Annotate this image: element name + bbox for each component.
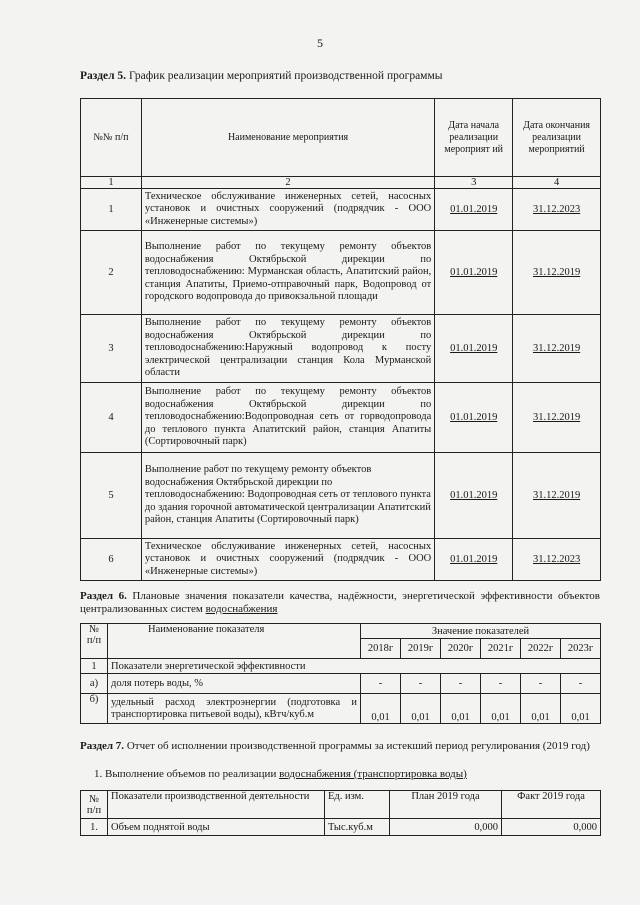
header-start: Дата начала реализации мероприят ий (435, 99, 513, 177)
table-row (81, 539, 601, 581)
group-num: 1 (81, 659, 108, 674)
section6-title (80, 590, 600, 616)
group-name: Показатели энергетической эффективности (108, 659, 601, 674)
row-value: - (361, 674, 401, 694)
table-row (81, 231, 601, 315)
row-value: - (521, 674, 561, 694)
row-num: 3 (81, 315, 142, 383)
row-num: а) (81, 674, 108, 694)
header-name: Наименование мероприятия (141, 99, 434, 177)
row-end: 31.12.2023 (513, 539, 601, 581)
group-row (81, 659, 601, 674)
row-value: - (561, 674, 601, 694)
section6-table (80, 623, 601, 724)
row-value: 0,01 (441, 694, 481, 724)
table-row (81, 189, 601, 231)
year-header: 2018г (361, 639, 401, 659)
year-header: 2022г (521, 639, 561, 659)
index-cell: 4 (513, 177, 601, 189)
row-end: 31.12.2019 (513, 231, 601, 315)
row-value: 0,01 (521, 694, 561, 724)
row-start: 01.01.2019 (435, 539, 513, 581)
table-row (81, 453, 601, 539)
row-start: 01.01.2019 (435, 231, 513, 315)
row-end: 31.12.2019 (513, 315, 601, 383)
section7-table (80, 790, 601, 836)
index-row (81, 177, 601, 189)
year-header: 2021г (481, 639, 521, 659)
header-fact: Факт 2019 года (502, 791, 601, 819)
row-plan: 0,000 (390, 819, 502, 836)
row-value: 0,01 (481, 694, 521, 724)
row-name: удельный расход электроэнергии (подготовка и транспортировка питьевой воды), кВтч/куб.м (108, 694, 361, 724)
table-row (81, 315, 601, 383)
row-value: - (441, 674, 481, 694)
row-unit: Тыс.куб.м (325, 819, 390, 836)
section5-table (80, 98, 601, 581)
row-name: доля потерь воды, % (108, 674, 361, 694)
index-cell: 3 (435, 177, 513, 189)
year-header: 2020г (441, 639, 481, 659)
row-value: - (481, 674, 521, 694)
row-end: 31.12.2023 (513, 189, 601, 231)
year-header: 2023г (561, 639, 601, 659)
table-header-row (81, 624, 601, 639)
header-unit: Ед. изм. (325, 791, 390, 819)
header-name: Наименование показателя (108, 624, 361, 659)
index-cell: 1 (81, 177, 142, 189)
row-name: Выполнение работ по текущему ремонту объектов водоснабжения Октябрьской дирекции по тепловодоснабжению: Водопроводная сеть от теплового пункта до здания горочной автоматической централизации Апатитский район, станция Апатиты (Сортировочный парк) (141, 453, 434, 539)
row-value: 0,01 (361, 694, 401, 724)
row-end: 31.12.2019 (513, 453, 601, 539)
section6-label: Раздел 6. (80, 590, 127, 602)
table-header-row (81, 791, 601, 819)
row-num: 5 (81, 453, 142, 539)
section7-label: Раздел 7. (80, 740, 125, 752)
section6-title-text: Плановые значения показатели качества, надёжности, энергетической эффективности объектов централизованных систем (80, 590, 600, 615)
row-name: Техническое обслуживание инженерных сетей, насосных установок и очистных сооружений (подрядчик - ООО «Инженерные системы») (141, 189, 434, 231)
table-row (81, 819, 601, 836)
row-start: 01.01.2019 (435, 189, 513, 231)
row-name: Выполнение работ по текущему ремонту объектов водоснабжения Октябрьской дирекции по тепловодоснабжению: Мурманская область, Апатитский район, станция Апатиты, Приемо-отправочный парк, Водопровод от городского водопровода до привокзальной площади (141, 231, 434, 315)
row-start: 01.01.2019 (435, 315, 513, 383)
row-num: 1 (81, 189, 142, 231)
row-num: 2 (81, 231, 142, 315)
row-num: 1. (81, 819, 108, 836)
row-name: Выполнение работ по текущему ремонту объектов водоснабжения Октябрьской дирекции по тепловодоснабжению:Водопроводная сеть от горводопровода до теплового пункта Апатитский район, станция Апатиты (Сортировочный парк) (141, 383, 434, 453)
table-row (81, 694, 601, 724)
header-num: № п/п (81, 791, 108, 819)
section7-title (80, 740, 600, 753)
section7-sub-prefix: 1. Выполнение объемов по реализации (94, 768, 277, 780)
row-start: 01.01.2019 (435, 383, 513, 453)
header-indicator: Показатели производственной деятельности (108, 791, 325, 819)
row-fact: 0,000 (502, 819, 601, 836)
section7-sub-underlined: водоснабжения (транспортировка воды) (279, 768, 467, 780)
header-values: Значение показателей (361, 624, 601, 639)
year-header: 2019г (401, 639, 441, 659)
page-number: 5 (317, 36, 323, 50)
header-plan: План 2019 года (390, 791, 502, 819)
header-num: № п/п (81, 624, 108, 659)
table-row (81, 383, 601, 453)
row-num: 6 (81, 539, 142, 581)
row-end: 31.12.2019 (513, 383, 601, 453)
row-name: Техническое обслуживание инженерных сетей, насосных установок и очистных сооружений (подрядчик - ООО «Инженерные системы») (141, 539, 434, 581)
section5-title-text: График реализации мероприятий производственной программы (128, 70, 443, 82)
section5-label: Раздел 5. (80, 70, 127, 82)
table-row (81, 674, 601, 694)
row-num: б) (81, 694, 108, 724)
row-name: Объем поднятой воды (108, 819, 325, 836)
row-value: 0,01 (401, 694, 441, 724)
section5-title (80, 70, 442, 82)
table-header-row (81, 99, 601, 177)
row-value: 0,01 (561, 694, 601, 724)
header-num: №№ п/п (81, 99, 142, 177)
index-cell: 2 (141, 177, 434, 189)
row-num: 4 (81, 383, 142, 453)
row-start: 01.01.2019 (435, 453, 513, 539)
section6-title-underlined: водоснабжения (205, 603, 278, 615)
row-value: - (401, 674, 441, 694)
section7-subtitle (94, 768, 467, 780)
section7-title-text: Отчет об исполнении производственной программы за истекший период регулирования (2019 год) (126, 740, 590, 752)
row-name: Выполнение работ по текущему ремонту объектов водоснабжения Октябрьской дирекции по тепловодоснабжению:Наружный водопровод к посту электрической централизации станция Кола Мурманской области (141, 315, 434, 383)
header-end: Дата окончания реализации мероприятий (513, 99, 601, 177)
